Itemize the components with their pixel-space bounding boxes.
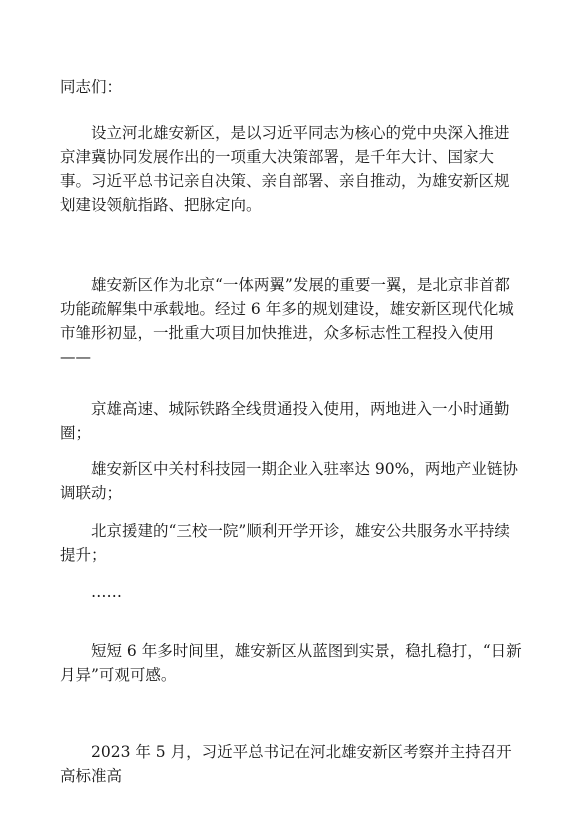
paragraph-ellipsis: …… [91, 583, 122, 601]
paragraph-6: 短短 6 年多时间里，雄安新区从蓝图到实景，稳扎稳打，“日新月异”可观可感。 [60, 642, 522, 684]
paragraph-5: 北京援建的“三校一院”顺利开学开诊，雄安公共服务水平持续提升； [60, 522, 510, 564]
paragraph-3: 京雄高速、城际铁路全线贯通投入使用，两地进入一小时通勤圈； [60, 400, 510, 442]
salutation: 同志们： [60, 78, 123, 96]
paragraph-1: 设立河北雄安新区，是以习近平同志为核心的党中央深入推进京津冀协同发展作出的一项重大决策部署，是千年大计、国家大事。习近平总书记亲自决策、亲自部署、亲自推动，为雄安新区规划建设领航指路、把脉定向。 [60, 124, 510, 214]
paragraph-2: 雄安新区作为北京“一体两翼”发展的重要一翼，是北京非首都功能疏解集中承载地。经过 6 年多的规划建设，雄安新区现代化城市雏形初显，一批重大项目加快推进，众多标志性工程投入使用—— [60, 276, 514, 366]
paragraph-4: 雄安新区中关村科技园一期企业入驻率达 90%，两地产业链协调联动； [60, 460, 518, 502]
paragraph-7: 2023 年 5 月，习近平总书记在河北雄安新区考察并主持召开高标准高 [60, 743, 512, 785]
